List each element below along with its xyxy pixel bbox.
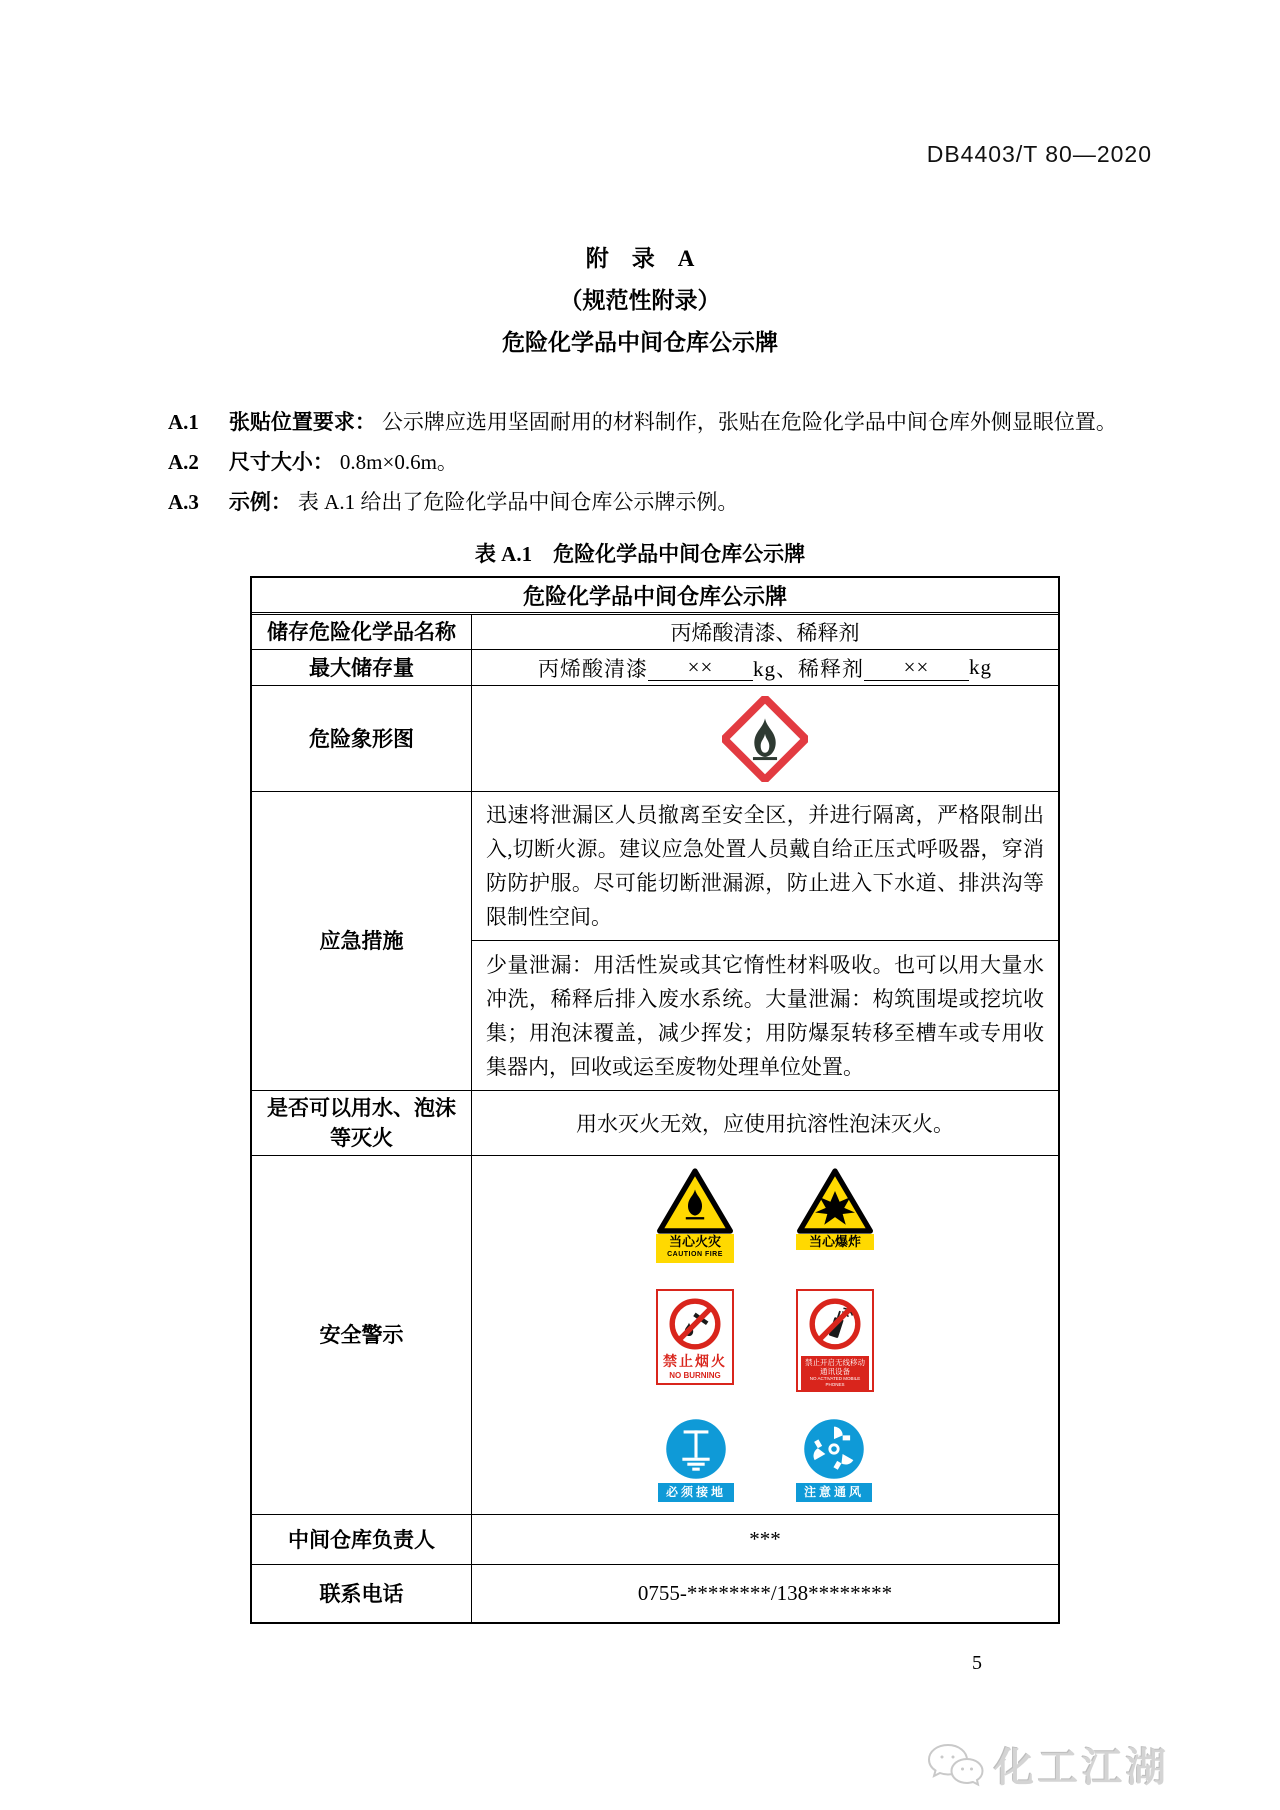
clause-a3-label: 示例： <box>228 490 292 514</box>
table-row <box>252 1514 1058 1564</box>
max-storage-blank2: ×× <box>864 655 969 681</box>
pictogram-label: 危险象形图 <box>252 686 472 791</box>
ventilation-sign <box>796 1418 872 1502</box>
caution-fire-caption: 当心火灾 CAUTION FIRE <box>656 1234 734 1263</box>
brand-text: 化工江湖 <box>994 1745 1170 1790</box>
must-ground-icon <box>665 1418 727 1480</box>
standard-code: DB4403/T 80—2020 <box>926 141 1152 167</box>
pictogram-cell <box>472 686 1058 791</box>
max-storage-prefix2: 稀释剂 <box>798 656 864 681</box>
safety-warning-label: 安全警示 <box>252 1156 472 1514</box>
water-extinguish-label: 是否可以用水、泡沫等灭火 <box>252 1091 472 1155</box>
ghs-flammable-pictogram-icon <box>722 696 808 782</box>
clause-a3 <box>133 482 1160 522</box>
appendix-title <box>0 0 1280 364</box>
table-row <box>252 649 1058 685</box>
max-storage-label: 最大储存量 <box>252 650 472 685</box>
brand-watermark <box>926 1736 1170 1793</box>
table-row <box>252 1155 1058 1514</box>
clause-a1-number: A.1 <box>168 410 199 434</box>
table-header-text: 危险化学品中间仓库公示牌 <box>522 583 787 609</box>
clause-a3-number: A.3 <box>168 490 199 514</box>
table-row <box>252 685 1058 791</box>
no-burning-sign <box>656 1289 734 1385</box>
signs-row-mandatory <box>658 1418 872 1502</box>
no-mobile-phone-caption: 禁止开启无线移动通讯设备 NO ACTIVATED MOBILE PHONES <box>801 1356 869 1390</box>
emergency-part2: 少量泄漏：用活性炭或其它惰性材料吸收。也可以用大量水冲洗，稀释后排入废水系统。大量泄漏：构筑围堤或挖坑收集；用泡沫覆盖，减少挥发；用防爆泵转移至槽车或专用收集器内，回收或运至废物处理单位处置。 <box>472 940 1058 1090</box>
water-extinguish-value: 用水灭火无效，应使用抗溶性泡沫灭火。 <box>576 1112 954 1136</box>
table-row <box>252 791 1058 1090</box>
caution-explosion-caption: 当心爆炸 <box>796 1234 874 1250</box>
must-ground-caption: 必须接地 <box>658 1483 734 1502</box>
clause-a2 <box>133 442 1160 482</box>
clause-a2-number: A.2 <box>168 450 199 474</box>
no-burning-icon <box>665 1294 725 1354</box>
notice-board-table <box>250 576 1060 1624</box>
manager-label: 中间仓库负责人 <box>252 1515 472 1564</box>
max-storage-prefix1: 丙烯酸清漆 <box>538 656 648 681</box>
signs-row-prohibition <box>656 1289 874 1392</box>
table-caption: 表 A.1 危险化学品中间仓库公示牌 <box>474 542 806 566</box>
appendix-title-line3: 危险化学品中间仓库公示牌 <box>502 330 778 355</box>
emergency-label: 应急措施 <box>252 792 472 1090</box>
caution-fire-sign <box>656 1168 734 1263</box>
table-row <box>252 1564 1058 1622</box>
no-mobile-phone-icon <box>805 1294 865 1354</box>
clause-a1-text: 公示牌应选用坚固耐用的材料制作，张贴在危险化学品中间仓库外侧显眼位置。 <box>381 410 1117 434</box>
table-header-row <box>252 578 1058 612</box>
max-storage-unit2: kg <box>969 655 992 679</box>
phone-value: 0755-********/138******** <box>637 1581 893 1605</box>
no-burning-caption: 禁止烟火 NO BURNING <box>663 1355 727 1380</box>
appendix-title-line1: 附 录 A <box>585 246 695 271</box>
ventilation-caption: 注意通风 <box>796 1483 872 1502</box>
max-storage-unit1: kg、 <box>753 656 798 681</box>
no-mobile-phone-sign <box>796 1289 874 1392</box>
caution-explosion-icon <box>796 1168 874 1234</box>
clause-a1 <box>133 402 1160 442</box>
page-number: 5 <box>972 1652 982 1674</box>
caution-explosion-sign <box>796 1168 874 1250</box>
max-storage-blank1: ×× <box>648 655 753 681</box>
phone-label: 联系电话 <box>252 1565 472 1622</box>
caution-fire-icon <box>656 1168 734 1234</box>
wechat-bubbles-icon <box>926 1742 986 1788</box>
clause-a3-text: 表 A.1 给出了危险化学品中间仓库公示牌示例。 <box>297 490 739 514</box>
must-ground-sign <box>658 1418 734 1502</box>
clause-a1-label: 张贴位置要求： <box>228 410 376 434</box>
chemical-name-value: 丙烯酸清漆、稀释剂 <box>670 621 860 645</box>
appendix-body <box>133 402 1160 522</box>
table-row <box>252 1090 1058 1155</box>
ventilation-icon <box>803 1418 865 1480</box>
chemical-name-label: 储存危险化学品名称 <box>252 615 472 649</box>
max-storage-value <box>472 650 1058 685</box>
table-row <box>252 612 1058 649</box>
manager-value: *** <box>749 1527 781 1551</box>
safety-signs-grid <box>472 1156 1058 1514</box>
appendix-title-line2: （规范性附录） <box>559 288 721 313</box>
signs-row-warning <box>656 1168 874 1263</box>
emergency-cell <box>472 792 1058 1090</box>
emergency-part1: 迅速将泄漏区人员撤离至安全区，并进行隔离，严格限制出入,切断火源。建议应急处置人员戴自给正压式呼吸器，穿消防防护服。尽可能切断泄漏源，防止进入下水道、排洪沟等限制性空间。 <box>486 803 1044 929</box>
clause-a2-text: 0.8m×0.6m。 <box>339 450 458 474</box>
clause-a2-label: 尺寸大小： <box>228 450 334 474</box>
